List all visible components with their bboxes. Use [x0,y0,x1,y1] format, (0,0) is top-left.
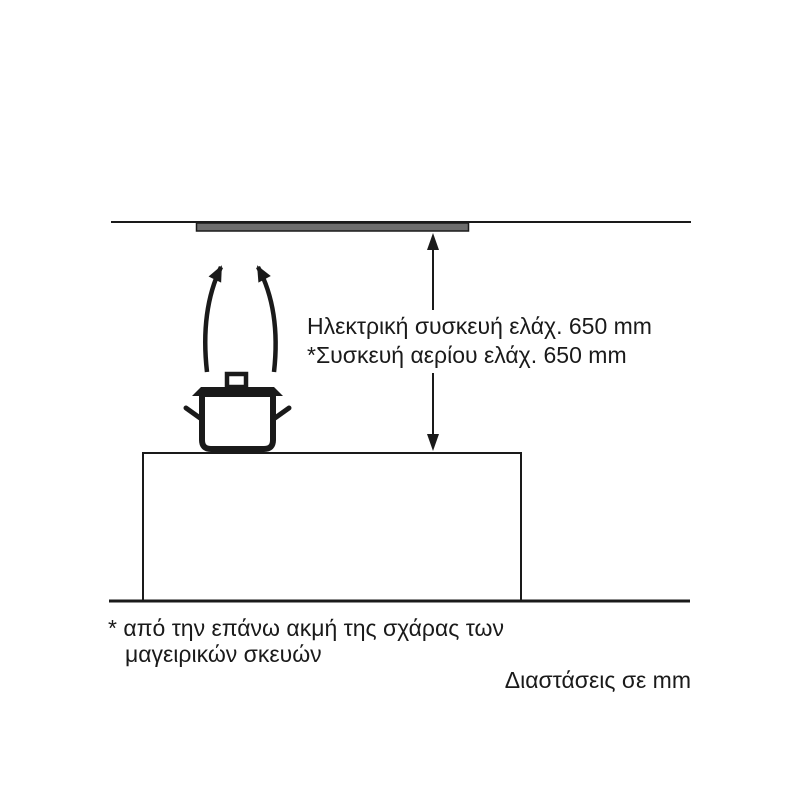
cooking-pot-icon [186,374,289,449]
footnote [108,615,504,667]
pot-handle-left [186,408,200,418]
electric-appliance-clearance: Ηλεκτρική συσκευή ελάχ. 650 mm [307,313,652,339]
steam-arrow-right [258,267,276,372]
dimension-arrow-up-head [427,233,439,250]
counter-cabinet [143,453,521,601]
pot-lid-knob [227,374,246,387]
steam-arrow-left [205,267,221,372]
dimension-arrow-down-head [427,434,439,451]
units-note: Διαστάσεις σε mm [504,667,691,693]
footnote-line2: μαγειρικών σκευών [125,641,322,667]
pot-handle-right [275,408,289,418]
gas-appliance-clearance: *Συσκευή αερίου ελάχ. 650 mm [307,342,627,368]
clearance-dimension-label [305,310,658,373]
pot-body [202,394,273,449]
footnote-line1: * από την επάνω ακμή της σχάρας των [108,615,504,641]
cooker-hood-panel [197,223,469,231]
steam-arrows-icon [205,267,275,372]
